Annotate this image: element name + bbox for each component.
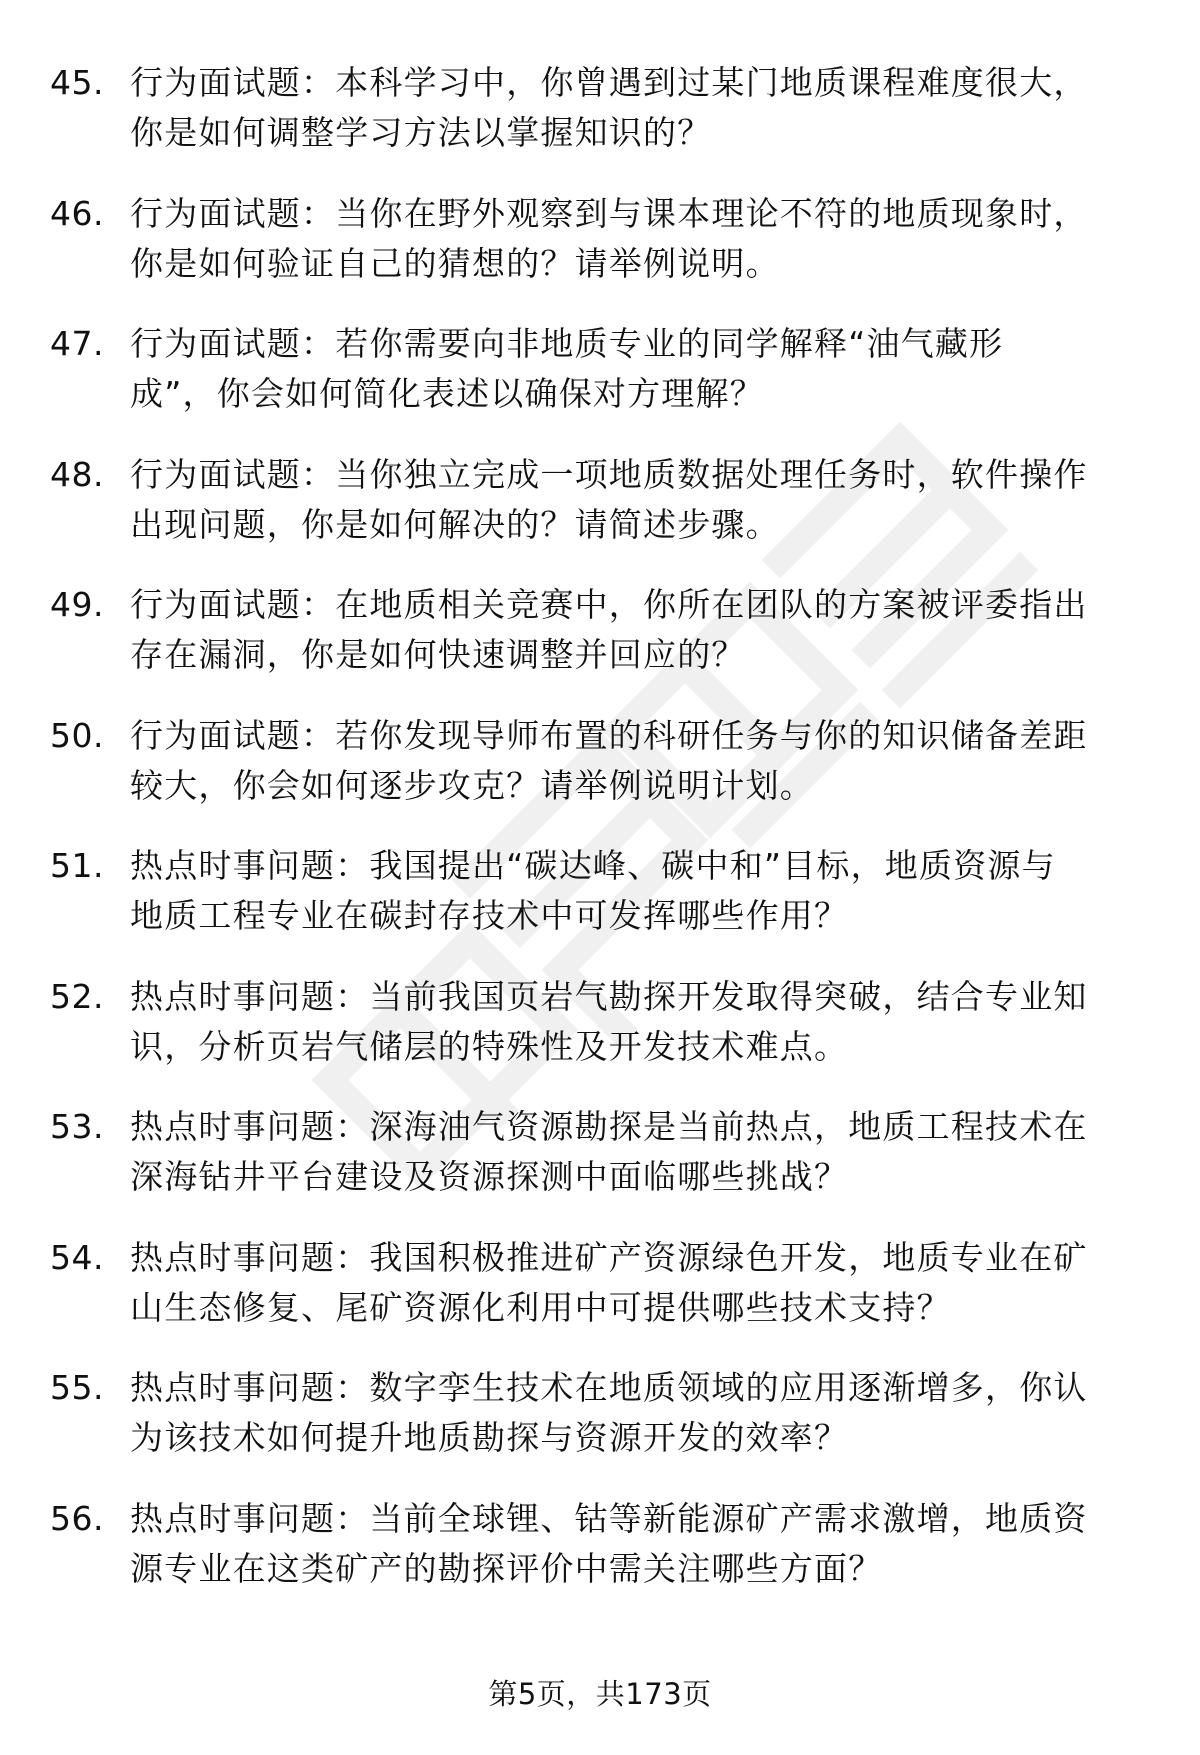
question-line: 行为面试题：当你独立完成一项地质数据处理任务时，软件操作 [130, 454, 1088, 494]
list-item [0, 58, 1200, 183]
question-number: 52. [50, 976, 104, 1016]
list-item [0, 972, 1200, 1097]
list-item [0, 1233, 1200, 1358]
question-line: 热点时事问题：当前全球锂、钴等新能源矿产需求激增，地质资 [130, 1498, 1088, 1538]
question-line: 你是如何调整学习方法以掌握知识的？ [130, 113, 712, 152]
question-line: 出现问题，你是如何解决的？请简述步骤。 [130, 504, 780, 544]
question-line: 山生态修复、尾矿资源化利用中可提供哪些技术支持？ [130, 1287, 951, 1327]
list-item [0, 841, 1200, 966]
question-line: 行为面试题：若你发现导师布置的科研任务与你的知识储备差距 [130, 715, 1088, 755]
question-number: 55. [50, 1368, 104, 1407]
list-item [0, 450, 1200, 575]
question-line: 行为面试题：当你在野外观察到与课本理论不符的地质现象时， [130, 193, 1088, 233]
question-text [130, 580, 1140, 680]
question-text [130, 1102, 1140, 1202]
question-number: 47. [50, 324, 104, 363]
question-text [130, 319, 1140, 419]
question-line: 热点时事问题：当前我国页岩气勘探开发取得突破，结合专业知 [130, 976, 1088, 1016]
question-list [0, 58, 1200, 1624]
question-text [130, 450, 1140, 550]
question-line: 存在漏洞，你是如何快速调整并回应的？ [130, 635, 746, 674]
question-number: 46. [50, 193, 104, 233]
question-number: 53. [50, 1107, 104, 1146]
question-line: 为该技术如何提升地质勘探与资源开发的效率？ [130, 1418, 849, 1457]
question-line: 深海钻井平台建设及资源探测中面临哪些挑战？ [130, 1157, 849, 1196]
question-line: 源专业在这类矿产的勘探评价中需关注哪些方面？ [130, 1548, 883, 1588]
question-line: 热点时事问题：我国积极推进矿产资源绿色开发，地质专业在矿 [130, 1237, 1088, 1277]
question-number: 45. [50, 63, 104, 102]
question-line: 较大，你会如何逐步攻克？请举例说明计划。 [130, 765, 814, 805]
question-number: 49. [50, 585, 104, 624]
list-item [0, 580, 1200, 705]
list-item [0, 1494, 1200, 1619]
question-text [130, 1363, 1140, 1463]
list-item [0, 711, 1200, 836]
question-number: 56. [50, 1498, 104, 1538]
question-number: 50. [50, 715, 104, 755]
question-text [130, 841, 1140, 941]
question-line: 成”，你会如何简化表述以确保对方理解？ [130, 374, 764, 413]
question-line: 热点时事问题：深海油气资源勘探是当前热点，地质工程技术在 [130, 1107, 1088, 1146]
question-line: 地质工程专业在碳封存技术中可发挥哪些作用？ [130, 896, 849, 935]
question-line: 识，分析页岩气储层的特殊性及开发技术难点。 [130, 1026, 849, 1066]
question-line: 热点时事问题：我国提出“碳达峰、碳中和”目标，地质资源与 [130, 846, 1056, 885]
question-number: 48. [50, 454, 104, 494]
question-line: 行为面试题：若你需要向非地质专业的同学解释“油气藏形 [130, 324, 1004, 363]
question-text [130, 972, 1140, 1072]
question-text [130, 58, 1140, 158]
page-footer: 第5页，共173页 [488, 1677, 712, 1711]
question-number: 51. [50, 846, 104, 885]
question-line: 行为面试题：本科学习中，你曾遇到过某门地质课程难度很大， [130, 63, 1088, 102]
list-item [0, 1102, 1200, 1227]
question-line: 行为面试题：在地质相关竞赛中，你所在团队的方案被评委指出 [130, 585, 1088, 624]
question-number: 54. [50, 1237, 104, 1277]
question-line: 你是如何验证自己的猜想的？请举例说明。 [130, 243, 780, 283]
question-text [130, 1494, 1140, 1594]
list-item [0, 189, 1200, 314]
question-text [130, 711, 1140, 811]
question-line: 热点时事问题：数字孪生技术在地质领域的应用逐渐增多，你认 [130, 1368, 1088, 1407]
list-item [0, 319, 1200, 444]
list-item [0, 1363, 1200, 1488]
question-text [130, 189, 1140, 289]
question-text [130, 1233, 1140, 1333]
